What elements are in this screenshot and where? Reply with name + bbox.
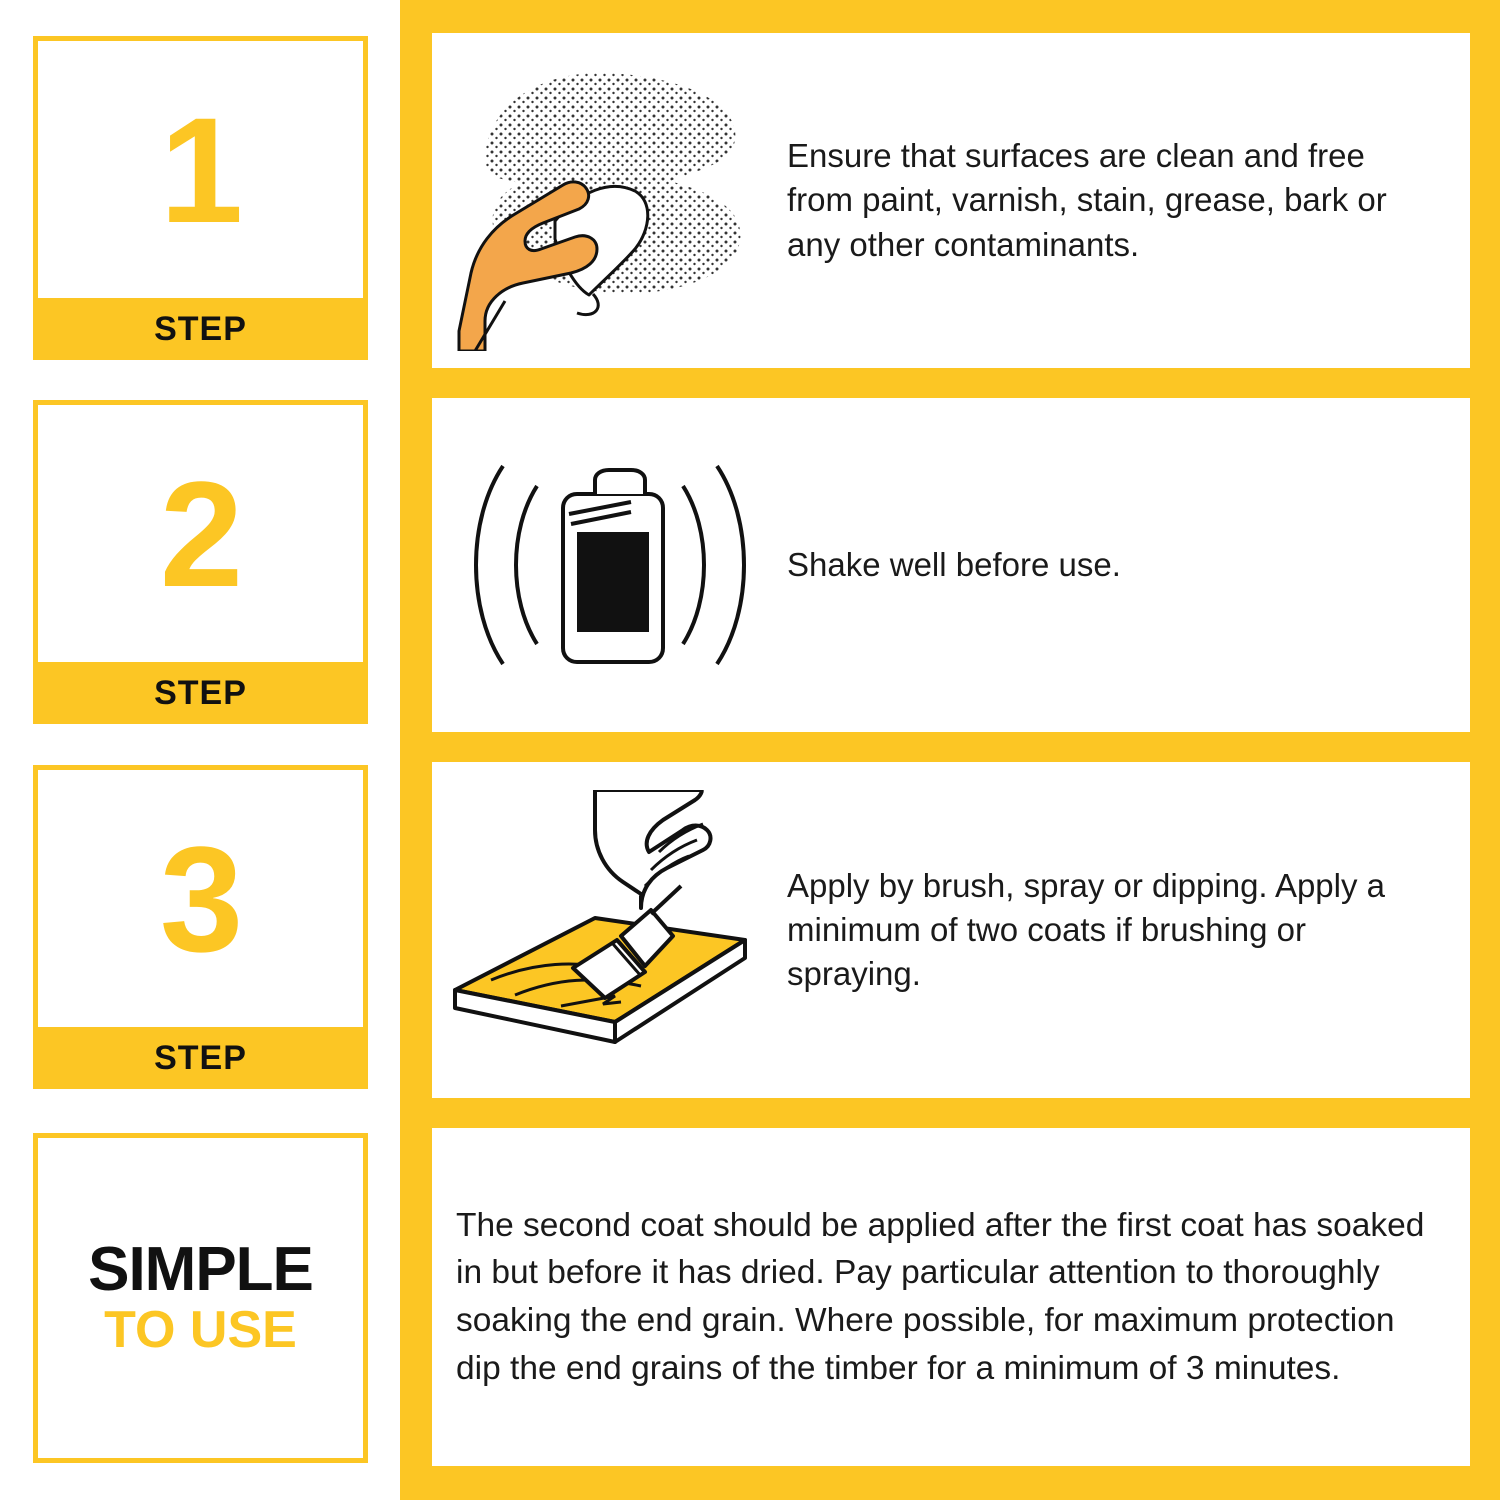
instruction-row-1 <box>432 33 1470 368</box>
step-number-1: 1 <box>159 85 242 254</box>
hand-brushing-timber-icon <box>432 762 787 1098</box>
step-card-3 <box>33 765 368 1089</box>
step-label-2: STEP <box>154 673 247 712</box>
shaking-jerry-can-icon <box>432 398 787 732</box>
badge-line-2: TO USE <box>104 1300 297 1359</box>
instruction-text-2: Shake well before use. <box>787 545 1121 583</box>
instructions-panel <box>400 0 1500 1500</box>
instruction-row-4 <box>432 1128 1470 1466</box>
instruction-row-2 <box>432 398 1470 732</box>
hand-wiping-surface-icon <box>432 33 787 368</box>
step-number-box-2 <box>33 400 368 662</box>
instruction-text-3: Apply by brush, spray or dipping. Apply a minimum of two coats if brushing or spraying. <box>787 866 1386 993</box>
step-number-box-3 <box>33 765 368 1027</box>
step-label-bar-3 <box>33 1027 368 1089</box>
step-label-3: STEP <box>154 1038 247 1077</box>
simple-to-use-badge <box>33 1133 368 1463</box>
instruction-row-3 <box>432 762 1470 1098</box>
step-card-1 <box>33 36 368 360</box>
instruction-text-1: Ensure that surfaces are clean and free from paint, varnish, stain, grease, bark or any other contaminants. <box>787 137 1387 263</box>
step-label-1: STEP <box>154 309 247 348</box>
steps-column <box>0 0 400 1500</box>
step-number-box-1 <box>33 36 368 298</box>
step-label-bar-1 <box>33 298 368 360</box>
step-label-bar-2 <box>33 662 368 724</box>
step-number-2: 2 <box>159 449 242 618</box>
badge-line-1: SIMPLE <box>88 1234 313 1304</box>
instruction-text-4: The second coat should be applied after the first coat has soaked in but before it has dried. Pay particular attention to thoroughly soaking the end grain. Where possible, for maximum protection dip the end grains of the timber for a minimum of 3 minutes. <box>456 1206 1425 1387</box>
step-number-3: 3 <box>159 814 242 983</box>
step-card-2 <box>33 400 368 724</box>
